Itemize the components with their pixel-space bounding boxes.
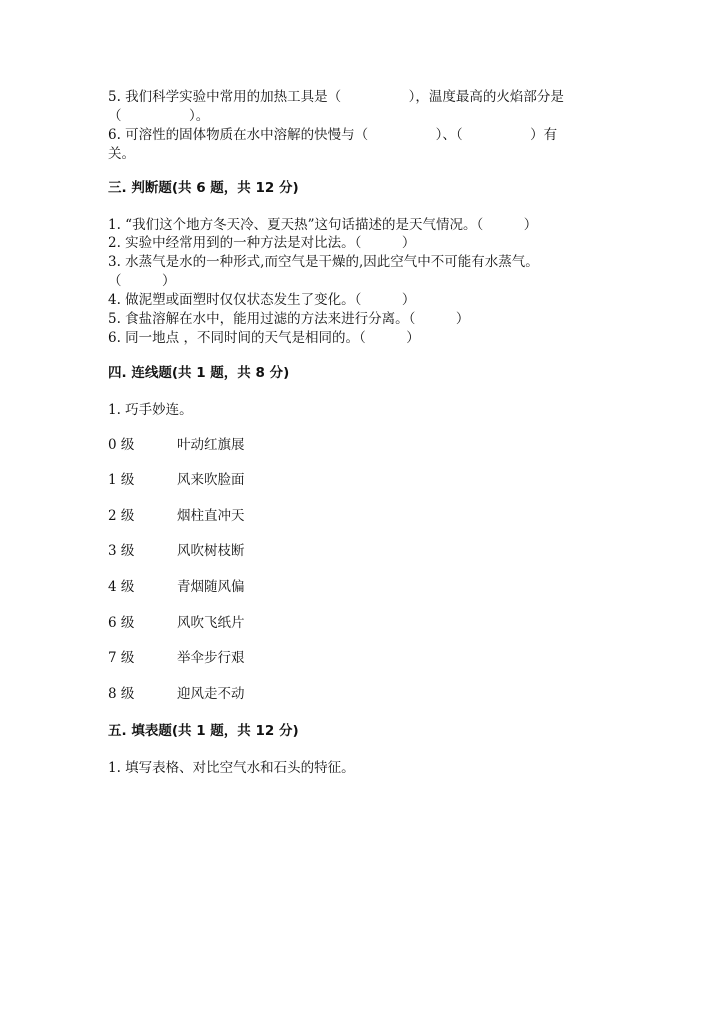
wind-description: 风来吹脸面 xyxy=(177,472,245,488)
wind-level: 2 级 xyxy=(108,508,135,524)
wind-description: 烟柱直冲天 xyxy=(177,508,245,524)
section3-heading: 三. 判断题(共 6 题，共 12 分) xyxy=(108,180,299,196)
wind-level: 3 级 xyxy=(108,543,135,559)
wind-level: 8 级 xyxy=(108,686,135,702)
judge-q3-line1: 3. 水蒸气是水的一种形式,而空气是干燥的,因此空气中不可能有水蒸气。 xyxy=(108,254,539,270)
wind-description: 青烟随风偏 xyxy=(177,579,245,595)
wind-level: 6 级 xyxy=(108,615,135,631)
wind-level: 0 级 xyxy=(108,437,135,453)
wind-level: 4 级 xyxy=(108,579,135,595)
section5-heading: 五. 填表题(共 1 题，共 12 分) xyxy=(108,723,299,739)
q5-fill-line2: （ ）。 xyxy=(108,108,210,124)
section4-heading: 四. 连线题(共 1 题，共 8 分) xyxy=(108,365,290,381)
judge-q5: 5. 食盐溶解在水中，能用过滤的方法来进行分离。（ ） xyxy=(108,311,470,327)
table-question: 1. 填写表格、对比空气水和石头的特征。 xyxy=(108,760,355,776)
wind-description: 举伞步行艰 xyxy=(177,650,245,666)
wind-description: 风吹飞纸片 xyxy=(177,615,245,631)
q5-fill-line1: 5. 我们科学实验中常用的加热工具是（ ），温度最高的火焰部分是 xyxy=(108,89,564,105)
wind-level: 7 级 xyxy=(108,650,135,666)
judge-q2: 2. 实验中经常用到的一种方法是对比法。（ ） xyxy=(108,235,416,251)
q6-fill-line2: 关。 xyxy=(108,146,135,162)
judge-q3-line2: （ ） xyxy=(108,273,176,289)
wind-description: 叶动红旗展 xyxy=(177,437,245,453)
wind-description: 风吹树枝断 xyxy=(177,543,245,559)
wind-description: 迎风走不动 xyxy=(177,686,245,702)
match-question: 1. 巧手妙连。 xyxy=(108,402,193,418)
judge-q1: 1. “我们这个地方冬天冷、夏天热”这句话描述的是天气情况。（ ） xyxy=(108,217,538,233)
wind-level: 1 级 xyxy=(108,472,135,488)
q6-fill-line1: 6. 可溶性的固体物质在水中溶解的快慢与（ ）、（ ）有 xyxy=(108,127,558,143)
judge-q4: 4. 做泥塑或面塑时仅仅状态发生了变化。（ ） xyxy=(108,292,416,308)
judge-q6: 6. 同一地点 ，不同时间的天气是相同的。（ ） xyxy=(108,330,420,346)
